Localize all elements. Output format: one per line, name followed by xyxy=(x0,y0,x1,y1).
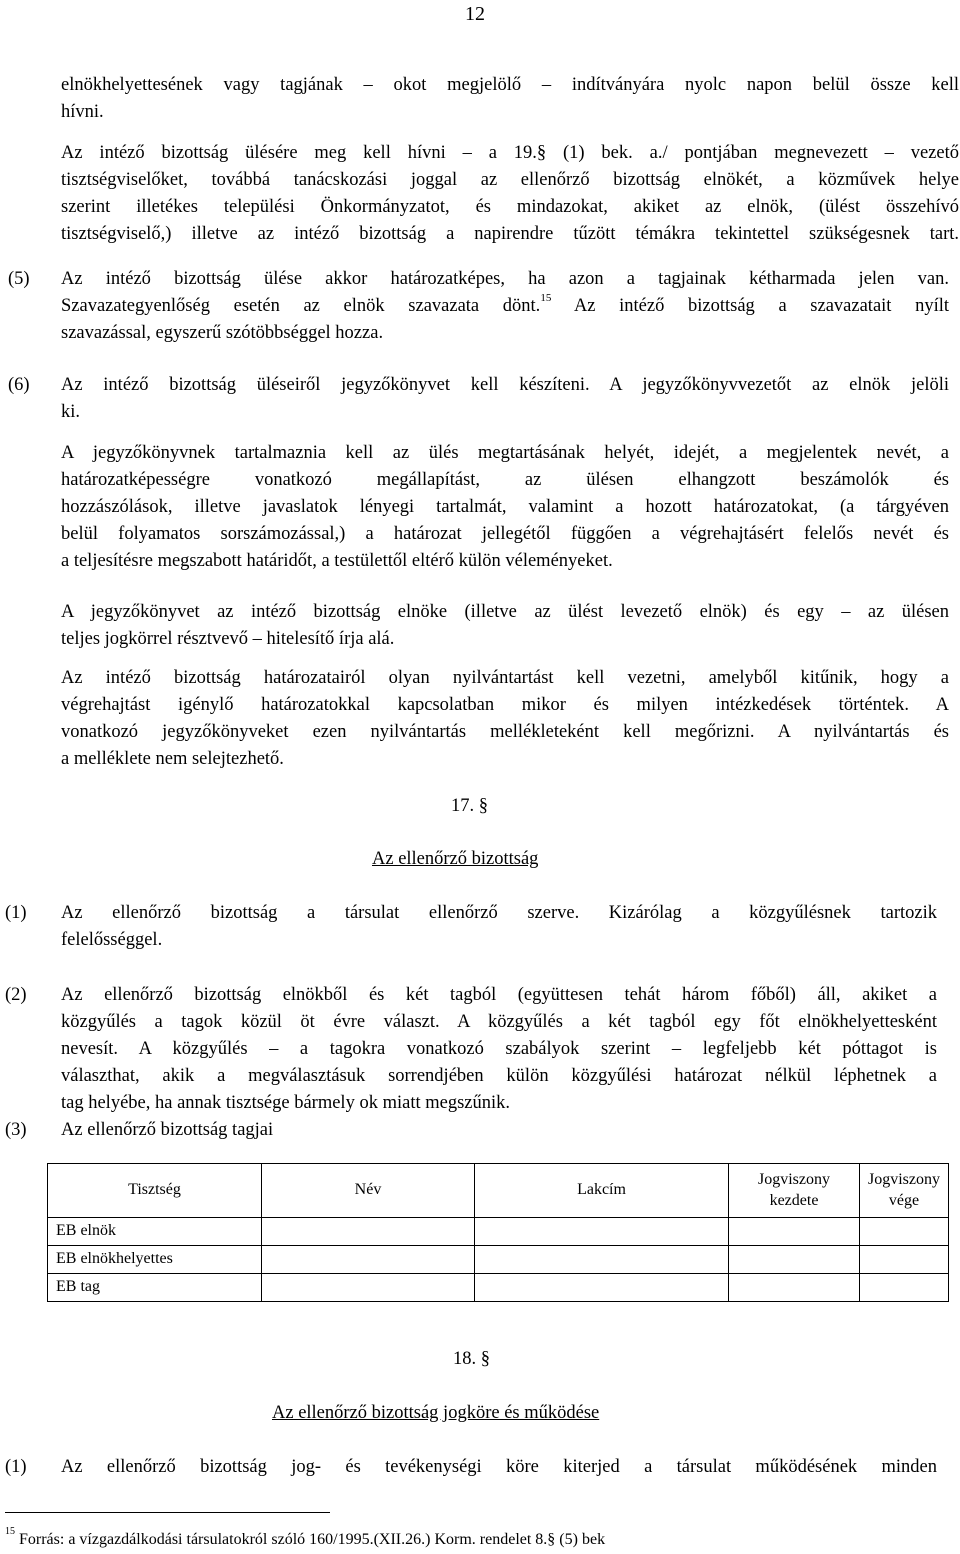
row-end-cell xyxy=(860,1218,949,1246)
meeting-line-1: Az intéző bizottság ülésére meg kell hívni – a 19.§ (1) bek. a./ pontjában megnevezett – vezető xyxy=(61,143,959,163)
signing-line-2: teljes jogkörrel résztvevő – hitelesítő írja alá. xyxy=(61,629,395,649)
minutes-line-1: A jegyzőkönyvnek tartalmaznia kell az ülés megtartásának helyét, idejét, a megjelentek nevét, a xyxy=(61,443,949,463)
section-17-title: Az ellenőrző bizottság xyxy=(372,849,539,869)
row-start-cell xyxy=(729,1218,860,1246)
row-start-cell xyxy=(729,1246,860,1274)
header-position: Tisztség xyxy=(48,1164,262,1218)
s17-p1-line-2: felelősséggel. xyxy=(61,930,163,950)
section-17-number: 17. § xyxy=(451,796,488,816)
point-6-line-2: ki. xyxy=(61,402,81,422)
s18-p1-number: (1) xyxy=(5,1457,27,1477)
s17-p3-text: Az ellenőrző bizottság tagjai xyxy=(61,1120,274,1140)
point-6-number: (6) xyxy=(8,375,30,395)
intro-line-1: elnökhelyettesének vagy tagjának – okot megjelölő – indítványára nyolc napon belül össze kell xyxy=(61,75,959,95)
s17-p1-number: (1) xyxy=(5,903,27,923)
header-end xyxy=(860,1164,949,1218)
table-row xyxy=(48,1218,949,1246)
s17-p3-number: (3) xyxy=(5,1120,27,1140)
header-start-line-2: kezdete xyxy=(769,1191,819,1209)
header-start xyxy=(729,1164,860,1218)
row-end-cell xyxy=(860,1274,949,1302)
records-line-4: a melléklete nem selejtezhető. xyxy=(61,749,284,769)
s17-p2-line-3: nevesít. A közgyűlés – a tagokra vonatkozó szabályok szerint – legfeljebb két póttagot is xyxy=(61,1039,937,1059)
header-start-line-1: Jogviszony xyxy=(758,1170,830,1188)
row-position-vice-chair: EB elnökhelyettes xyxy=(48,1246,262,1274)
table-row xyxy=(48,1246,949,1274)
row-start-cell xyxy=(729,1274,860,1302)
page-number: 12 xyxy=(465,3,485,25)
s18-p1-line-1: Az ellenőrző bizottság jog- és tevékenységi köre kiterjed a társulat működésének minden xyxy=(61,1457,937,1477)
meeting-line-4: tisztségviselő,) illetve az intéző bizottság a napirendre tűzött témákra tekintettel szükségesnek tart. xyxy=(61,224,959,244)
records-line-2: végrehajtást igénylő határozatokkal kapcsolatban mikor és milyen intézkedések történtek. A xyxy=(61,695,949,715)
footnote-separator xyxy=(5,1512,330,1513)
records-line-3: vonatkozó jegyzőkönyveket ezen nyilvántartás mellékleteként kell megőrizni. A nyilvántartás és xyxy=(61,722,949,742)
header-end-line-2: vége xyxy=(888,1191,920,1209)
s17-p2-line-2: közgyűlés a tagok közül öt évre választ. A közgyűlés a két tagból egy főt elnökhelyettesként xyxy=(61,1012,937,1032)
members-table xyxy=(47,1163,949,1302)
header-address: Lakcím xyxy=(475,1164,729,1218)
meeting-line-3: szerint illetékes települési Önkormányzatot, és mindazokat, akiket az elnök, (ülést összehívó xyxy=(61,197,959,217)
s17-p2-number: (2) xyxy=(5,985,27,1005)
point-5-line-1: Az intéző bizottság ülése akkor határozatképes, ha azon a tagjainak kétharmada jelen van. xyxy=(61,269,949,289)
row-address-cell xyxy=(475,1274,729,1302)
section-18-title: Az ellenőrző bizottság jogköre és működése xyxy=(272,1403,600,1423)
row-name-cell xyxy=(262,1218,475,1246)
table-header-row xyxy=(48,1164,949,1218)
footnote-text: Forrás: a vízgazdálkodási társulatokról szóló 160/1995.(XII.26.) Korm. rendelet 8.§ (5) bek xyxy=(15,1531,606,1548)
footnote-15 xyxy=(5,1526,606,1548)
header-end-line-1: Jogviszony xyxy=(868,1170,940,1188)
section-18-number: 18. § xyxy=(453,1349,490,1369)
intro-line-2: hívni. xyxy=(61,102,104,122)
minutes-line-5: a teljesítésre megszabott határidőt, a testülettől eltérő külön véleményeket. xyxy=(61,551,613,571)
row-name-cell xyxy=(262,1274,475,1302)
minutes-line-3: hozzászólások, illetve javaslatok lényegi tartalmát, valamint a hozott határozatokat, (a tárgyéven xyxy=(61,497,949,517)
records-line-1: Az intéző bizottság határozatairól olyan nyilvántartást kell vezetni, amelyből kitűnik, hogy a xyxy=(61,668,949,688)
row-address-cell xyxy=(475,1218,729,1246)
table-row xyxy=(48,1274,949,1302)
point-6-line-1: Az intéző bizottság üléseiről jegyzőkönyvet kell készíteni. A jegyzőkönyvvezetőt az elnök jelöli xyxy=(61,375,949,395)
footnote-ref-15: 15 xyxy=(540,292,552,304)
minutes-line-4: belül folyamatos sorszámozással,) a határozat jellegétől függően a végrehajtásért felelős nevét és xyxy=(61,524,949,544)
point-5-line-2a: Szavazategyenlőség esetén az elnök szavazata dönt. xyxy=(61,296,541,316)
header-name: Név xyxy=(262,1164,475,1218)
s17-p1-line-1: Az ellenőrző bizottság a társulat ellenőrző szerve. Kizárólag a közgyűlésnek tartozik xyxy=(61,903,937,923)
row-position-member: EB tag xyxy=(48,1274,262,1302)
footnote-number: 15 xyxy=(5,1526,15,1537)
signing-line-1: A jegyzőkönyvet az intéző bizottság elnöke (illetve az ülést levezető elnök) és egy – az ülésen xyxy=(61,602,949,622)
row-end-cell xyxy=(860,1246,949,1274)
point-5-line-3: szavazással, egyszerű szótöbbséggel hozza. xyxy=(61,323,384,343)
s17-p2-line-1: Az ellenőrző bizottság elnökből és két tagból (együttesen tehát három főből) áll, akiket a xyxy=(61,985,937,1005)
meeting-line-2: tisztségviselőket, továbbá tanácskozási joggal az ellenőrző bizottság elnökét, a közművek helye xyxy=(61,170,959,190)
row-position-chair: EB elnök xyxy=(48,1218,262,1246)
s17-p2-line-5: tag helyébe, ha annak tisztsége bármely ok miatt megszűnik. xyxy=(61,1093,510,1113)
point-5-line-2b: Az intéző bizottság a szavazatait nyílt xyxy=(551,296,950,316)
row-name-cell xyxy=(262,1246,475,1274)
s17-p2-line-4: választhat, akik a megválasztásuk sorrendjében külön közgyűlési határozat nélkül léphetnek a xyxy=(61,1066,937,1086)
row-address-cell xyxy=(475,1246,729,1274)
point-5-number: (5) xyxy=(8,269,30,289)
minutes-line-2: határozatképességre vonatkozó megállapítást, az ülésen elhangzott beszámolók és xyxy=(61,470,949,490)
point-5-line-2 xyxy=(61,292,950,316)
